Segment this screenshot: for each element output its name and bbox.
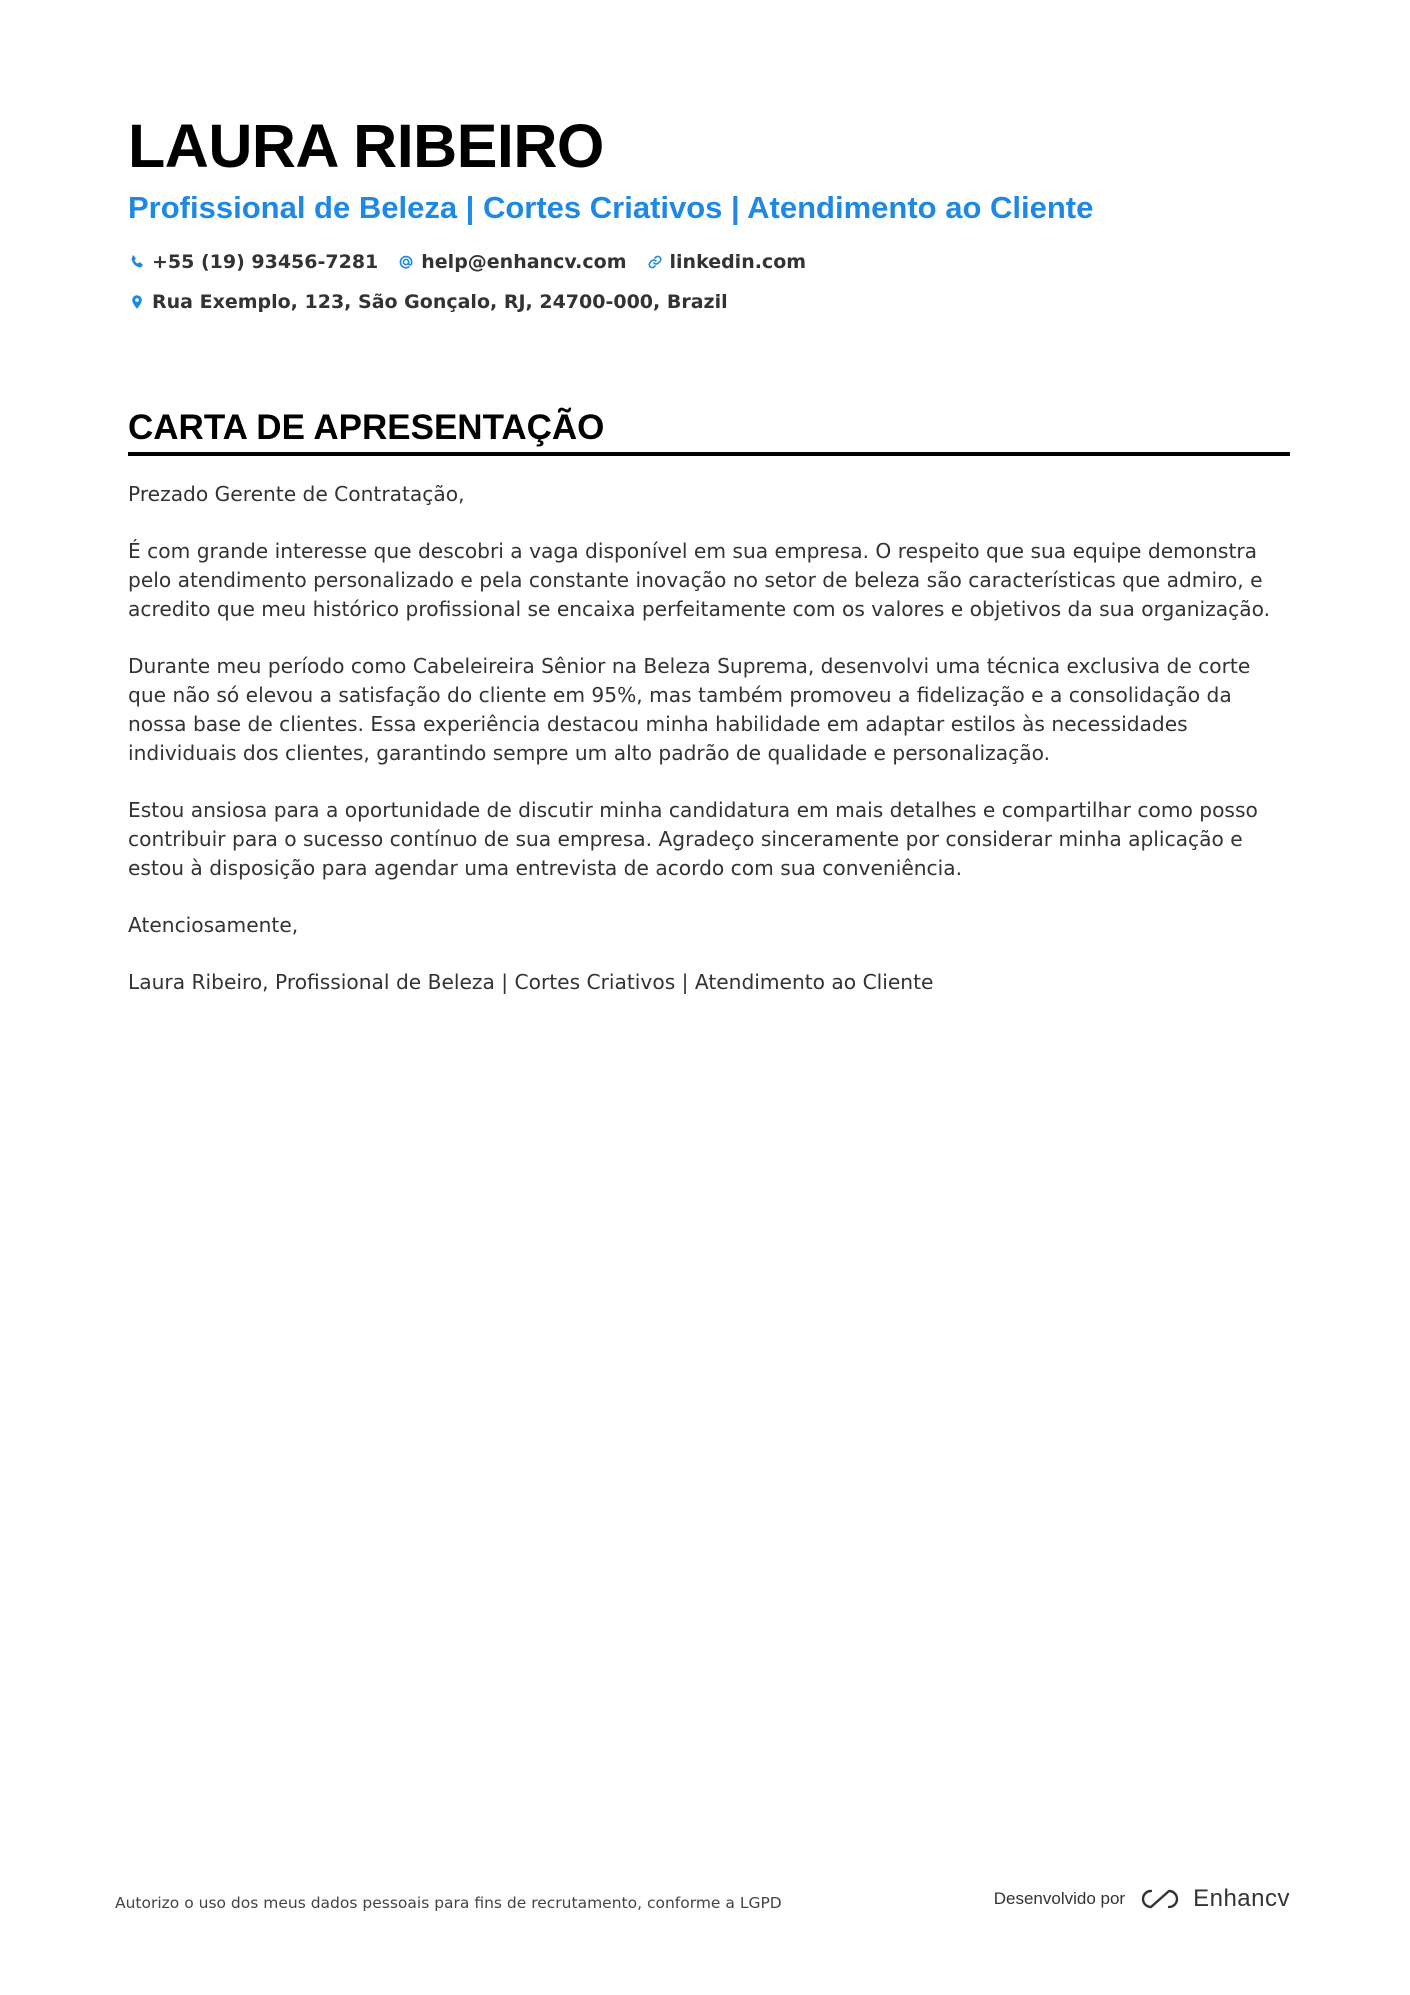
contact-row-primary [128,248,1290,276]
letter-greeting: Prezado Gerente de Contratação, [128,482,465,506]
candidate-name: LAURA RIBEIRO [128,112,604,180]
address-text: Rua Exemplo, 123, São Gonçalo, RJ, 24700-000, Brazil [152,291,728,313]
letter-paragraph: É com grande interesse que descobri a vaga disponível em sua empresa. O respeito que sua equipe demonstra pelo atendimento personalizado e pela constante inovação no setor de beleza são características que admiro, e acredito que meu histórico profissional se encaixa perfeitamente com os valores e objetivos da sua organização. [128,539,1270,621]
brand-name: Enhancv [1193,1885,1290,1912]
letter-paragraph: Durante meu período como Cabeleireira Sênior na Beleza Suprema, desenvolvi uma técnica exclusiva de corte que não só elevou a satisfação do cliente em 95%, mas também promoveu a fidelização e a consolidação da nossa base de clientes. Essa experiência destacou minha habilidade em adaptar estilos às necessidades individuais dos clientes, garantindo sempre um alto padrão de qualidade e personalização. [128,654,1251,765]
contact-linkedin[interactable] [646,251,807,273]
linkedin-text: linkedin.com [669,251,807,273]
contact-email[interactable] [397,251,626,273]
link-icon [646,253,664,271]
contact-address [128,291,728,313]
candidate-title: Profissional de Beleza | Cortes Criativos | Atendimento ao Cliente [128,190,1094,225]
section-title: CARTA DE APRESENTAÇÃO [128,406,1290,456]
powered-by[interactable] [994,1885,1290,1913]
letter-body [128,480,1290,997]
contact-phone[interactable] [128,251,378,273]
location-pin-icon [128,293,146,311]
phone-icon [128,253,146,271]
letter-signature: Laura Ribeiro, Profissional de Beleza | Cortes Criativos | Atendimento ao Cliente [128,970,934,994]
letter-closing: Atenciosamente, [128,913,299,937]
enhancv-logo-icon [1137,1886,1183,1912]
consent-note: Autorizo o uso dos meus dados pessoais para fins de recrutamento, conforme a LGPD [115,1894,782,1912]
cover-letter-section [128,406,1290,1025]
powered-by-label: Desenvolvido por [993,1889,1126,1908]
contact-row-address [128,288,1290,316]
header [128,108,1290,316]
at-icon [397,253,415,271]
phone-text: +55 (19) 93456-7281 [152,251,379,273]
letter-paragraph: Estou ansiosa para a oportunidade de discutir minha candidatura em mais detalhes e compartilhar como posso contribuir para o sucesso contínuo de sua empresa. Agradeço sinceramente por considerar minha aplicação e estou à disposição para agendar uma entrevista de acordo com sua conveniência. [128,798,1258,880]
email-text: help@enhancv.com [421,251,627,273]
